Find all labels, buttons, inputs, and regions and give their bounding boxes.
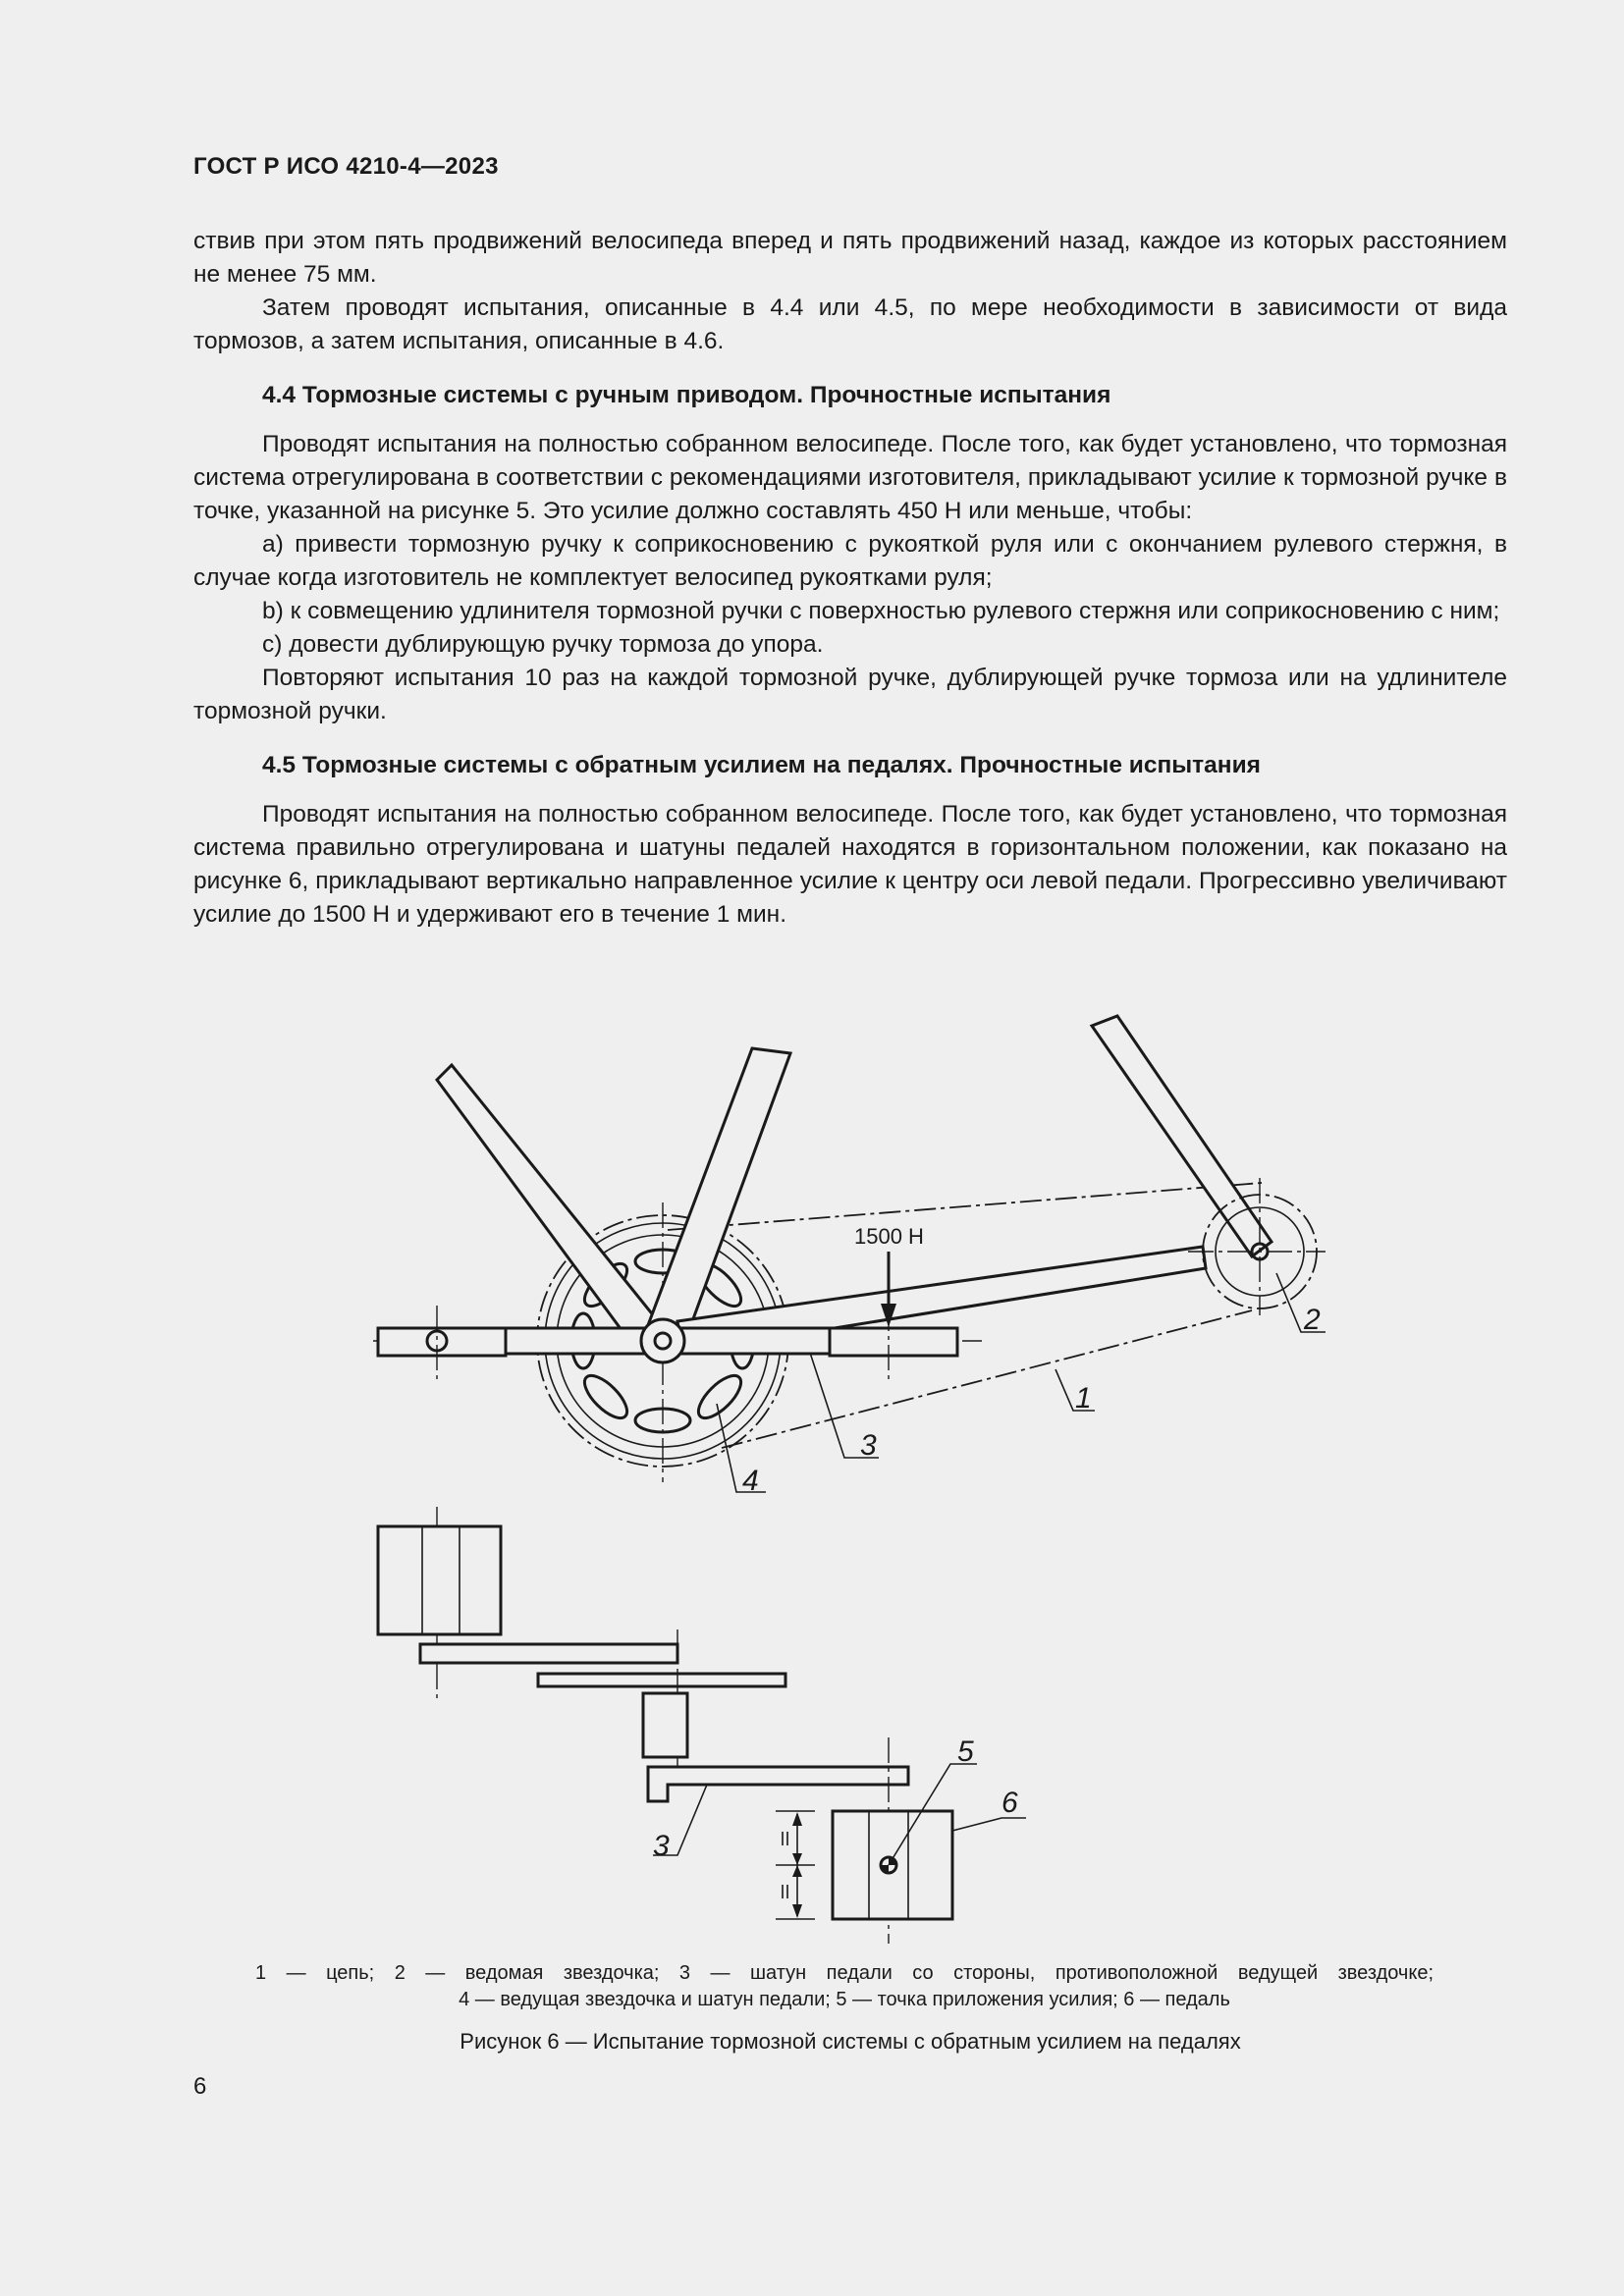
paragraph: ствив при этом пять продвижений велосипеда вперед и пять продвижений назад, каждое из которых расстоянием не менее 75 мм. — [193, 228, 1507, 288]
label-6: 6 — [1001, 1787, 1018, 1819]
left-crank-plan — [420, 1644, 677, 1663]
list-item: b) к совмещению удлинителя тормозной ручки с поверхностью рулевого стержня или соприкосновению с ним; — [262, 598, 1500, 624]
bottom-bracket-plan — [643, 1693, 687, 1757]
rear-seat-stay — [1092, 1016, 1272, 1256]
paragraph: Затем проводят испытания, описанные в 4.4 или 4.5, по мере необходимости в зависимости от вида тормозов, а затем испытания, описанные в 4.6. — [193, 294, 1507, 354]
paragraph: Проводят испытания на полностью собранном велосипеде. После того, как будет установлено, что тормозная система правильно отрегулирована и шатуны педалей находятся в горизонтальном положении, как показано на рисунке 6, прикладывают вертикально направленное усилие к центру оси левой педали. Прогрессивно увеличивают усилие до 1500 Н и удерживают его в течение 1 мин. — [193, 801, 1507, 928]
paragraph: Повторяют испытания 10 раз на каждой тормозной ручке, дублирующей ручке тормоза или на удлинителе тормозной ручки. — [193, 665, 1507, 724]
document-header: ГОСТ Р ИСО 4210-4—2023 — [193, 153, 499, 180]
list-item: a) привести тормозную ручку к соприкосновению с рукояткой руля или с окончанием рулевого стержня, в случае когда изготовитель не комплектует велосипед рукоятками руля; — [193, 531, 1507, 591]
left-pedal-plan — [378, 1526, 501, 1634]
bottom-bracket — [641, 1319, 684, 1362]
section-title-4-4: 4.4 Тормозные системы с ручным приводом. Прочностные испытания — [262, 382, 1111, 408]
chain-upper-line — [668, 1183, 1262, 1230]
legend-line-1: 1 — цепь; 2 — ведомая звездочка; 3 — шатун педали со стороны, противоположной ведущей звездочке; — [255, 1962, 1434, 1984]
figure-caption: Рисунок 6 — Испытание тормозной системы с обратным усилием на педалях — [460, 2029, 1241, 2054]
sprocket-plan — [538, 1674, 785, 1686]
label-1: 1 — [1075, 1382, 1092, 1415]
label-3-plan: 3 — [653, 1830, 670, 1862]
right-crank-plan — [648, 1767, 908, 1801]
label-3: 3 — [860, 1429, 877, 1462]
label-5: 5 — [957, 1735, 974, 1768]
paragraph: Проводят испытания на полностью собранном велосипеде. После того, как будет установлено, что тормозная система отрегулирована в соответствии с рекомендациями изготовителя, прикладывают усилие к тормозной ручке в точке, указанной на рисунке 5. Это усилие должно составлять 450 Н или меньше, чтобы: — [193, 431, 1507, 524]
section-title-4-5: 4.5 Тормозные системы с обратным усилием на педалях. Прочностные испытания — [262, 752, 1261, 778]
figure-legend — [255, 1960, 1434, 2013]
down-tube — [648, 1048, 790, 1335]
list-item: c) довести дублирующую ручку тормоза до упора. — [262, 631, 824, 658]
right-pedal-top — [830, 1328, 957, 1356]
label-2: 2 — [1304, 1304, 1321, 1336]
force-label: 1500 Н — [854, 1224, 924, 1249]
page-number: 6 — [193, 2073, 207, 2100]
label-4: 4 — [742, 1465, 759, 1497]
legend-line-2: 4 — ведущая звездочка и шатун педали; 5 — точка приложения усилия; 6 — педаль — [459, 1989, 1230, 2010]
